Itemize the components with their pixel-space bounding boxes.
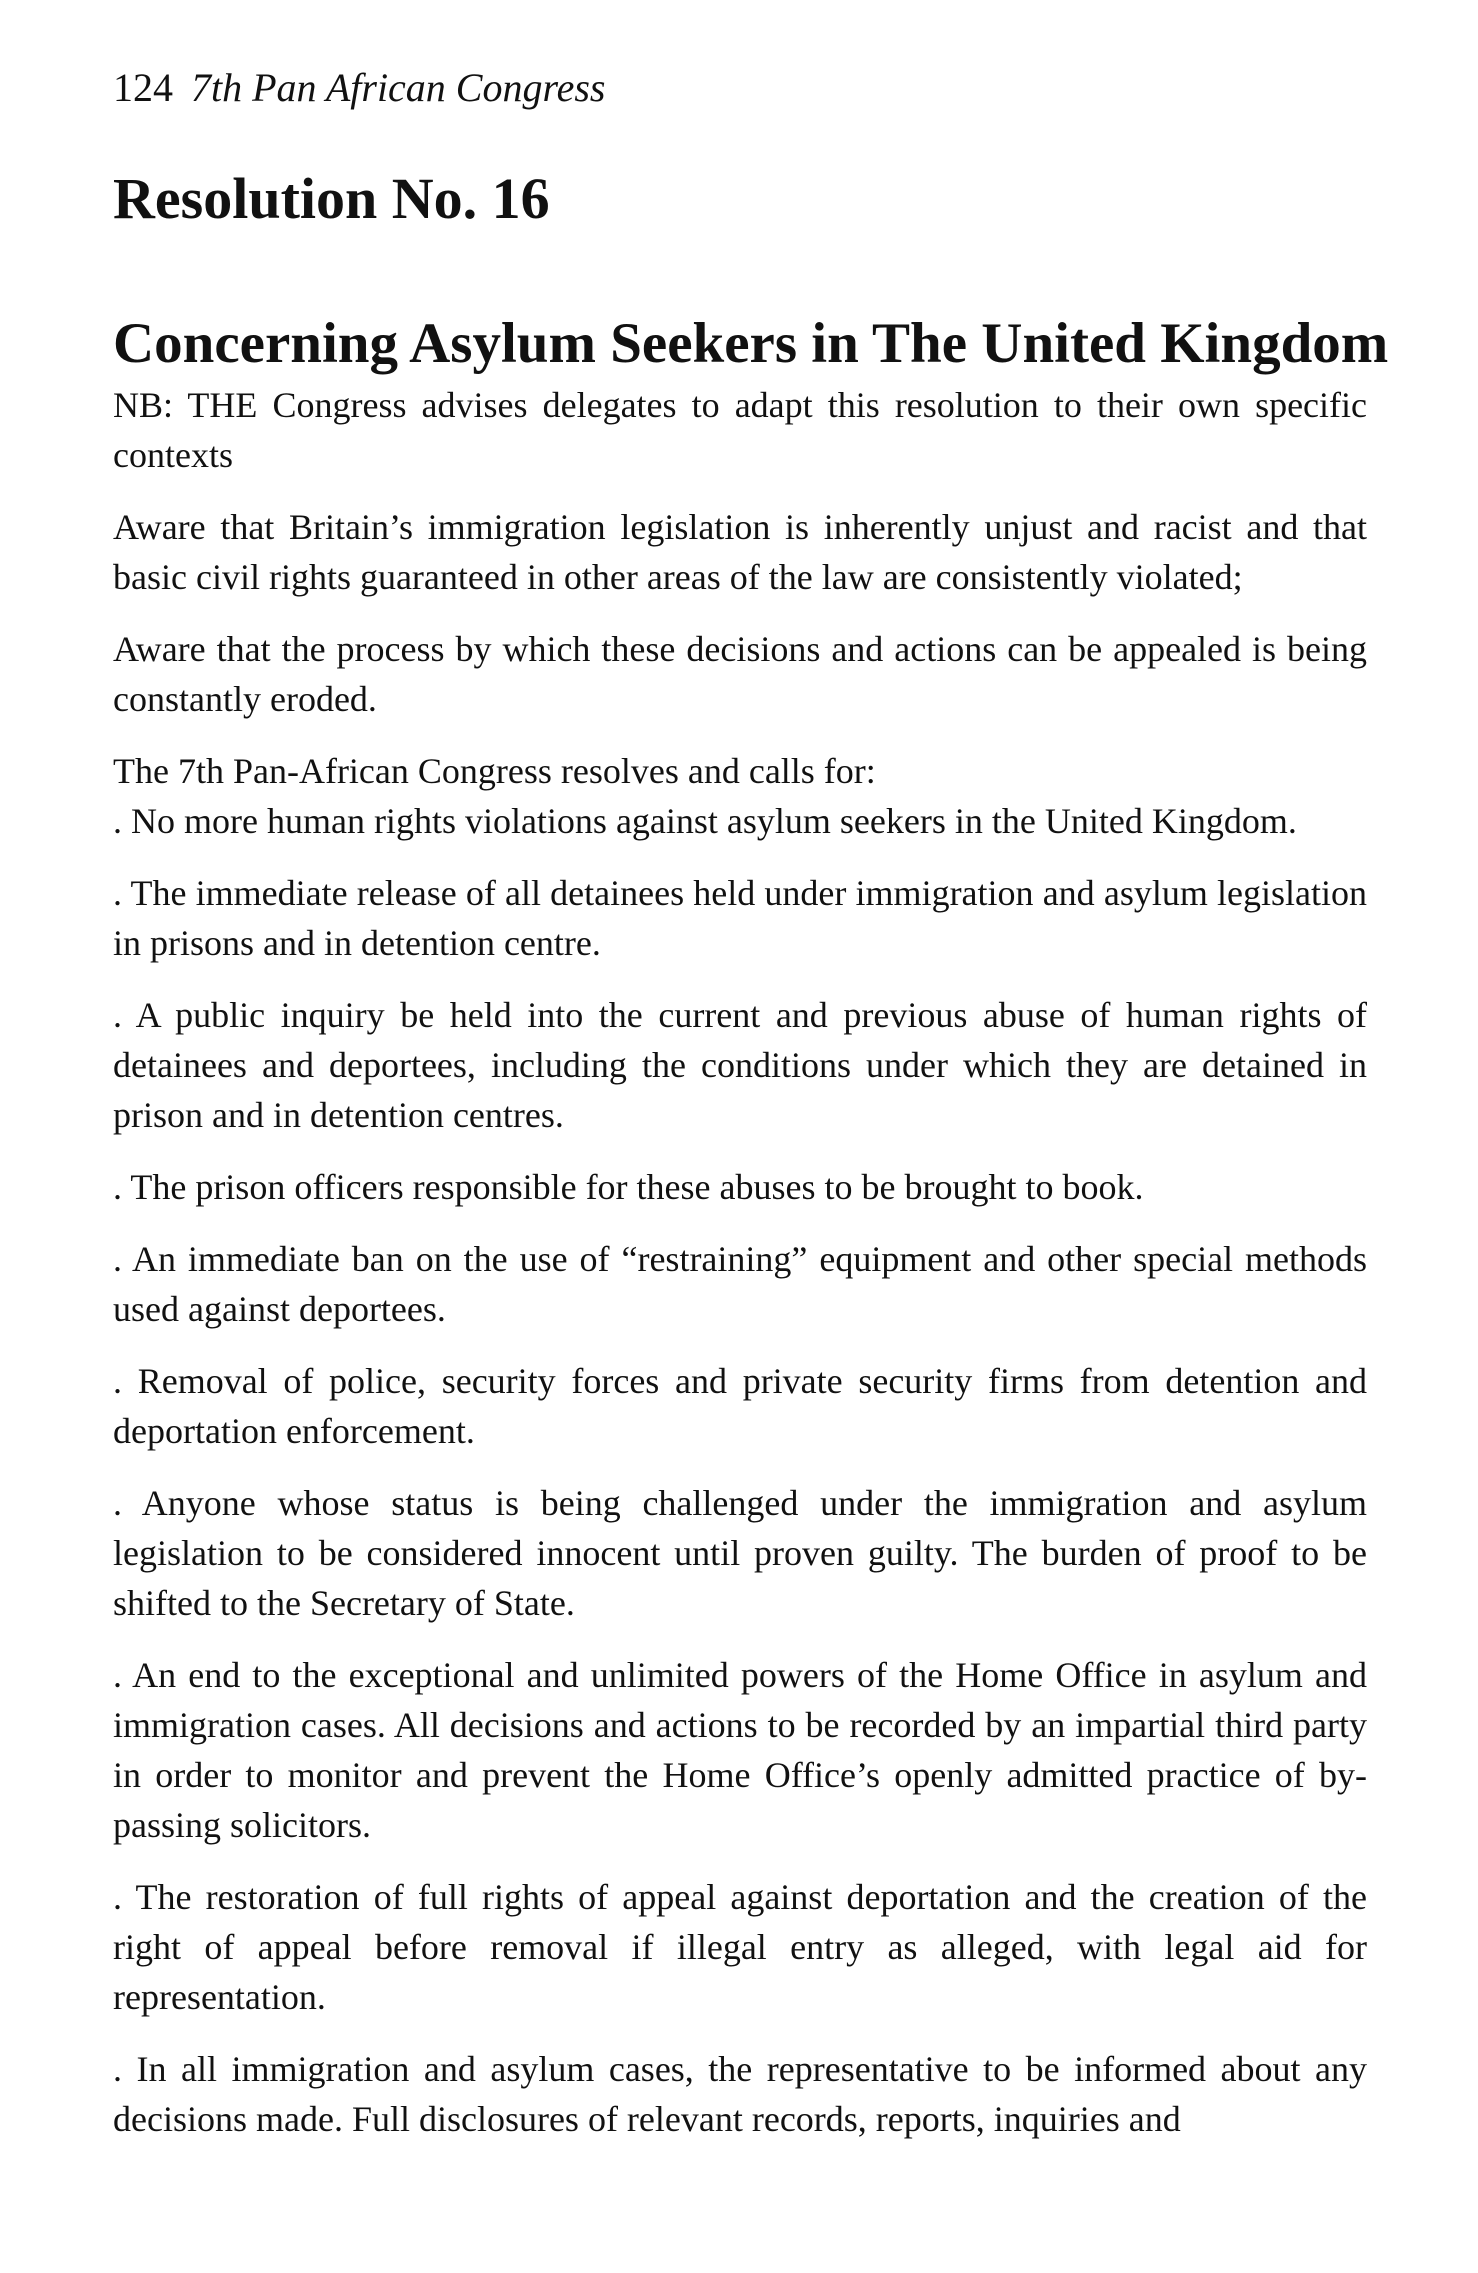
demands-list: [113, 796, 1367, 2144]
demand-item: . Anyone whose status is being challenged under the immigration and asylum legislation to be considered innocent until proven guilty. The burden of proof to be shifted to the Secretary of State.: [113, 1483, 1367, 1623]
demand-item: . The prison officers responsible for these abuses to be brought to book.: [113, 1167, 1144, 1207]
demand-item: . A public inquiry be held into the current and previous abuse of human rights of detainees and deportees, including the conditions under which they are detained in prison and in detention centres.: [113, 995, 1367, 1135]
demand-item: . Removal of police, security forces and private security firms from detention and deportation enforcement.: [113, 1361, 1367, 1451]
journal-title: 7th Pan African Congress: [191, 65, 606, 110]
page-number: 124: [113, 65, 173, 110]
preamble-paragraph: Aware that Britain’s immigration legislation is inherently unjust and racist and that basic civil rights guaranteed in other areas of the law are consistently violated;: [113, 507, 1367, 597]
running-head: [113, 64, 1367, 112]
demand-item: . No more human rights violations against asylum seekers in the United Kingdom.: [113, 801, 1297, 841]
demand-item: . The restoration of full rights of appeal against deportation and the creation of the right of appeal before removal if illegal entry as alleged, with legal aid for representation.: [113, 1877, 1367, 2017]
resolves-intro: The 7th Pan-African Congress resolves and calls for:: [113, 751, 876, 791]
demand-item: . The immediate release of all detainees held under immigration and asylum legislation in prisons and in detention centre.: [113, 873, 1367, 963]
preamble-paragraph: Aware that the process by which these decisions and actions can be appealed is being constantly eroded.: [113, 629, 1367, 719]
resolution-number: Resolution No. 16: [113, 166, 550, 231]
nb-note: NB: THE Congress advises delegates to adapt this resolution to their own specific contexts: [113, 385, 1367, 475]
resolution-title: Concerning Asylum Seekers in The United Kingdom: [113, 312, 1389, 375]
demand-item: . In all immigration and asylum cases, the representative to be informed about any decisions made. Full disclosures of relevant records, reports, inquiries and: [113, 2049, 1367, 2139]
document-page: [113, 64, 1389, 2144]
demand-item: . An end to the exceptional and unlimited powers of the Home Office in asylum and immigration cases. All decisions and actions to be recorded by an impartial third party in order to monitor and prevent the Home Office’s openly admitted practice of by-passing solicitors.: [113, 1655, 1367, 1845]
demand-item: . An immediate ban on the use of “restraining” equipment and other special methods used against deportees.: [113, 1239, 1367, 1329]
